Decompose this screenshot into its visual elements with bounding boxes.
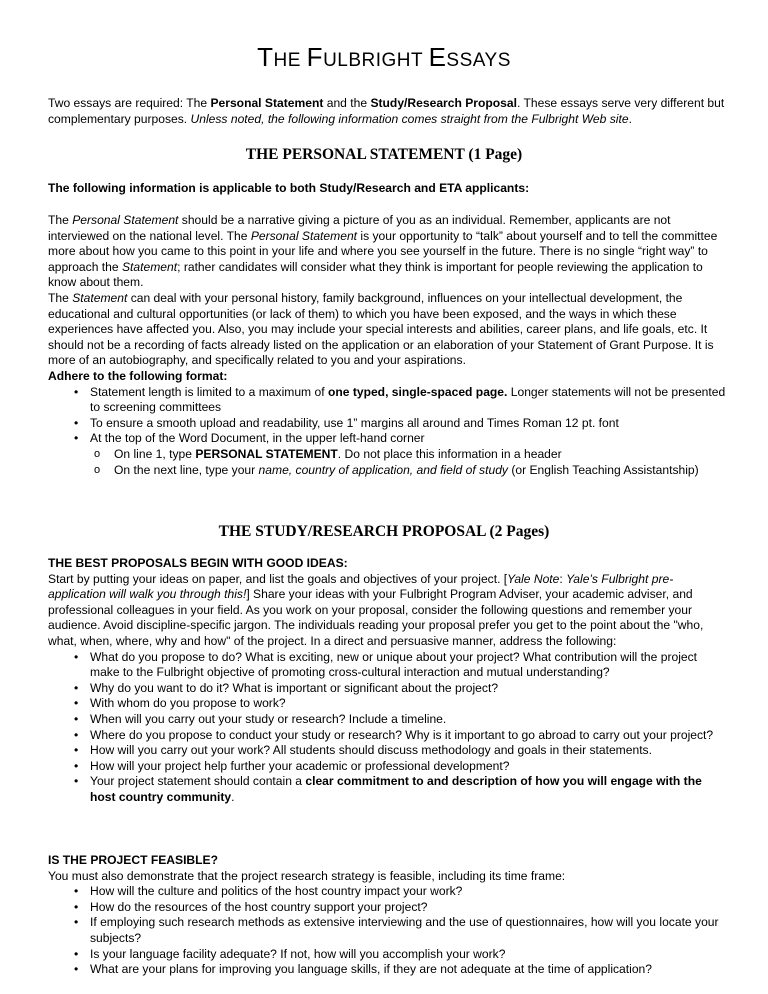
list-item: • Why do you want to do it? What is important or significant about the project? [48, 681, 728, 697]
title-part: HE [273, 50, 307, 71]
list-item: • To ensure a smooth upload and readability, use 1” margins all around and Times Roman 12 pt. font [48, 416, 728, 432]
sub-list-item: o On line 1, type PERSONAL STATEMENT. Do not place this information in a header [48, 447, 728, 463]
question-list [48, 650, 728, 806]
proposal-paragraph: Start by putting your ideas on paper, and list the goals and objectives of your project. [Yale Note: Yale’s Fulbright pre-application will walk you through this!] Share your ideas with your Fulbright Program Adviser, your academic adviser, and professional colleagues in your field. As you work on your proposal, consider the following questions and remember your audience. Avoid discipline-specific jargon. The individuals reading your proposal prefer you get to the point about the "who, what, when, where, why and how" of the project. In a direct and persuasive manner, address the following: [48, 571, 704, 648]
proposal-section [48, 556, 728, 806]
list-item: • Is your language facility adequate? If not, how will you accomplish your work? [48, 947, 728, 963]
list-item: • How will the culture and politics of the host country impact your work? [48, 884, 728, 900]
proposal-heading: THE STUDY/RESEARCH PROPOSAL (2 Pages) [218, 523, 550, 540]
list-item: • Statement length is limited to a maximum of one typed, single-spaced page. Longer statements will not be presented to screening committees [48, 385, 728, 416]
feasibility-intro: You must also demonstrate that the project research strategy is feasible, including its time frame: [48, 868, 566, 883]
title-part: ULBRIGHT [323, 50, 429, 71]
list-item: • How do the resources of the host country support your project? [48, 900, 728, 916]
list-item: • With whom do you propose to work? [48, 696, 728, 712]
title-part: SSAYS [446, 50, 511, 71]
personal-statement-heading: THE PERSONAL STATEMENT (1 Page) [245, 146, 523, 163]
format-heading: Adhere to the following format: [48, 369, 228, 383]
applies-note: The following information is applicable to both Study/Research and ETA applicants: [48, 181, 530, 195]
title-part: F [306, 42, 324, 72]
list-item: • What do you propose to do? What is exciting, new or unique about your project? What contribution will the project make to the Fulbright objective of promoting cross-cultural interaction and mutual understanding? [48, 650, 728, 681]
document-title [0, 42, 768, 72]
personal-paragraph-2: The Statement can deal with your personal history, family background, influences on your intellectual development, the educational and cultural opportunities (or lack of them) to which you have been exposed, and the ways in which these experiences have affected you. Also, you may include your special interests and abilities, career plans, and life goals, etc. It should not be a recording of facts already listed on the application or an elaboration of your Statement of Grant Purpose. It is more of an autobiography, and specifically related to you and your aspirations. [48, 291, 714, 368]
sub-list [90, 447, 728, 478]
list-item: • Where do you propose to conduct your study or research? Why is it important to go abroad to carry out your project? [48, 728, 728, 744]
list-item: • At the top of the Word Document, in the upper left-hand corner o On line 1, type PERSONAL STATEMENT. Do not place this information in a header o On the next line, type your name, country of application, and field of study (or English Teaching Assistantship) [48, 431, 728, 478]
title-part: E [428, 42, 447, 72]
list-item: • What are your plans for improving you language skills, if they are not adequate at the time of application? [48, 962, 728, 978]
sub-list-item: o On the next line, type your name, country of application, and field of study (or English Teaching Assistantship) [48, 463, 728, 479]
format-list [48, 385, 728, 479]
list-item: • When will you carry out your study or research? Include a timeline. [48, 712, 728, 728]
format-section [48, 369, 728, 478]
intro-paragraph: Two essays are required: The Personal Statement and the Study/Research Proposal. These essays serve very different but complementary purposes. Unless noted, the following information comes straight from the Fulbright Web site. [48, 96, 725, 126]
feasibility-section [48, 853, 728, 978]
list-item: • Your project statement should contain a clear commitment to and description of how you will engage with the host country community. [48, 774, 728, 805]
personal-paragraph-1: The Personal Statement should be a narrative giving a picture of you as an individual. Remember, applicants are not interviewed on the national level. The Personal Statement is your opportunity to “talk” about yourself and to tell the committee more about how you came to this point in your life and where you see yourself in the future. There is no single “right way” to approach the Statement; rather candidates will consider what they think is important for people reviewing the application to know about them. [48, 213, 718, 290]
title-part: T [257, 42, 274, 72]
best-proposals-heading: THE BEST PROPOSALS BEGIN WITH GOOD IDEAS: [48, 556, 348, 570]
list-item: • If employing such research methods as extensive interviewing and the use of questionnaires, how will you locate your subjects? [48, 915, 728, 946]
feasibility-heading: IS THE PROJECT FEASIBLE? [48, 853, 219, 867]
list-item: • How will your project help further your academic or professional development? [48, 759, 728, 775]
feasibility-list [48, 884, 728, 978]
list-item: • How will you carry out your work? All students should discuss methodology and goals in their statements. [48, 743, 728, 759]
